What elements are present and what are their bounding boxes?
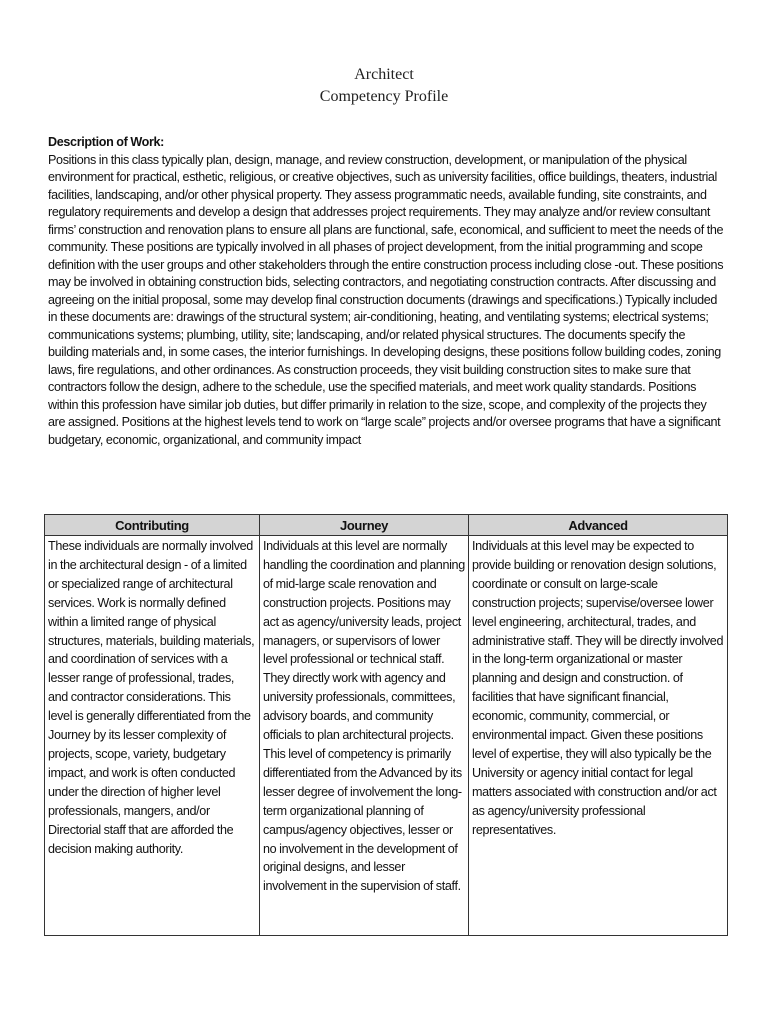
header-advanced: Advanced	[469, 515, 728, 536]
cell-advanced: Individuals at this level may be expected to provide building or renovation design solutions, coordinate or consult on large-scale construction projects; supervise/oversee lower level engineering, architectural, trades, and administrative staff. They will be directly involved in the long-term organizational or master planning and design and construction. of facilities that have significant financial, economic, community, commercial, or environmental impact. Given these positions level of expertise, they will also typically be the University or agency initial contact for legal matters associated with construction and/or act as agency/university professional representatives.	[469, 536, 728, 936]
title-architect: Architect	[354, 66, 414, 83]
header-contributing: Contributing	[45, 515, 260, 536]
cell-contributing: These individuals are normally involved in the architectural design - of a limited or specialized range of architectural services. Work is normally defined within a limited range of physical structures, materials, building materials, and coordination of services with a lesser range of professional, trades, and contractor considerations. This level is generally differentiated from the Journey by its lesser complexity of projects, scope, variety, budgetary impact, and work is often conducted under the direction of higher level professionals, mangers, and/or Directorial staff that are afforded the decision making authority.	[45, 536, 260, 936]
document-title	[0, 64, 768, 108]
description-heading: Description of Work:	[48, 135, 165, 149]
description-text: Positions in this class typically plan, design, manage, and review construction, development, or manipulation of the physical environment for practical, esthetic, religious, or creative objectives, such as university facilities, office buildings, theaters, industrial facilities, landscaping, and/or other physical property. They assess programmatic needs, available funding, site constraints, and regulatory requirements and develop a design that addresses project requirements. They may analyze and/or review consultant firms’ construction and renovation plans to ensure all plans are functional, safe, economical, and sufficient to meet the needs of the community. These positions are typically involved in all phases of project development, from the initial programming and scope definition with the user groups and other stakeholders through the entire construction process including close -out. These positions may be involved in obtaining construction bids, selecting contractors, and negotiating construction contracts. After discussing and agreeing on the initial proposal, some may develop final construction documents (drawings and specifications.) Typically included in these documents are: drawings of the structural system; air-conditioning, heating, and ventilating systems; electrical systems; communications systems; plumbing, utility, site; landscaping, and/or related physical structures. The documents specify the building materials and, in some cases, the interior furnishings. In developing designs, these positions follow building codes, zoning laws, fire regulations, and other ordinances. As construction proceeds, they visit building construction sites to make sure that contractors follow the design, adhere to the schedule, use the specified materials, and meet work quality standards. Positions within this profession have similar job duties, but differ primarily in relation to the size, scope, and complexity of the projects they are assigned. Positions at the highest levels tend to work on “large scale” projects and/or oversee programs that have a significant budgetary, economic, organizational, and community impact	[48, 152, 724, 447]
competency-levels-table	[44, 514, 728, 936]
description-section	[48, 134, 724, 449]
table-row	[45, 536, 728, 936]
cell-journey: Individuals at this level are normally handling the coordination and planning of mid-large scale renovation and construction projects. Positions may act as agency/university leads, project managers, or supervisors of lower level professional or technical staff. They directly work with agency and university professionals, committees, advisory boards, and community officials to plan architectural projects. This level of competency is primarily differentiated from the Advanced by its lesser degree of involvement the long-term organizational planning of campus/agency objectives, lesser or no involvement in the development of original designs, and lesser involvement in the supervision of staff.	[260, 536, 469, 936]
title-competency-profile: Competency Profile	[319, 88, 449, 105]
table-header-row	[45, 515, 728, 536]
header-journey: Journey	[260, 515, 469, 536]
